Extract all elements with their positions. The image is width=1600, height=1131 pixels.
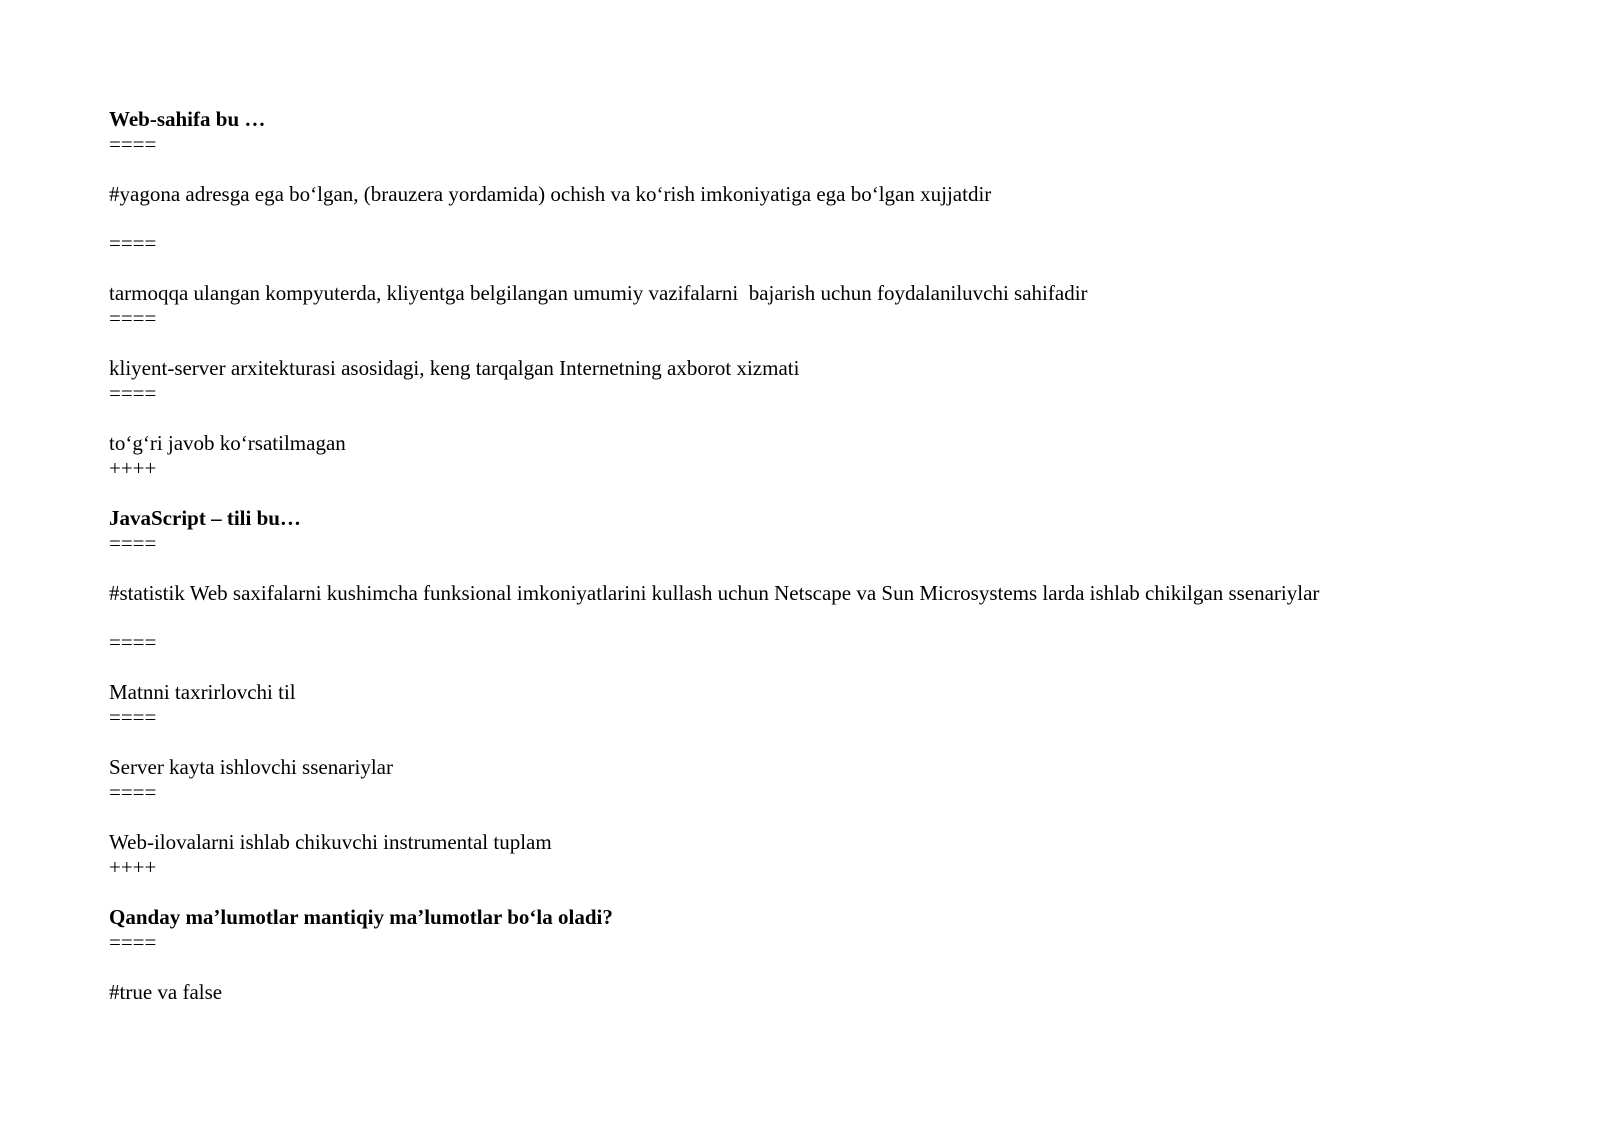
question-1: Web-sahifa bu … [109, 107, 266, 131]
separator: ==== [109, 531, 157, 555]
answer-option: #yagona adresga ega bo‘lgan, (brauzera yordamida) ochish va ko‘rish imkoniyatiga ega bo‘lgan xujjatdir [109, 182, 992, 206]
answer-option: Web-ilovalarni ishlab chikuvchi instrumental tuplam [109, 830, 552, 854]
answer-option: tarmoqqa ulangan kompyuterda, kliyentga belgilangan umumiy vazifalarni bajarish uchun foydalaniluvchi sahifadir [109, 281, 1088, 305]
separator: ==== [109, 306, 157, 330]
separator: ==== [109, 780, 157, 804]
answer-option: #statistik Web saxifalarni kushimcha funksional imkoniyatlarini kullash uchun Netscape va Sun Microsystems larda ishlab chikilgan ssenariylar [109, 581, 1320, 605]
answer-option: kliyent-server arxitekturasi asosidagi, keng tarqalgan Internetning axborot xizmati [109, 356, 800, 380]
question-2: JavaScript – tili bu… [109, 506, 301, 530]
separator: ==== [109, 930, 157, 954]
separator: ++++ [109, 456, 157, 480]
separator: ==== [109, 132, 157, 156]
separator: ==== [109, 630, 157, 654]
question-3: Qanday ma’lumotlar mantiqiy ma’lumotlar bo‘la oladi? [109, 905, 613, 929]
separator: ==== [109, 231, 157, 255]
separator: ==== [109, 381, 157, 405]
answer-option: Server kayta ishlovchi ssenariylar [109, 755, 393, 779]
separator: ++++ [109, 855, 157, 879]
answer-option: to‘g‘ri javob ko‘rsatilmagan [109, 431, 346, 455]
answer-option: Matnni taxrirlovchi til [109, 680, 296, 704]
separator: ==== [109, 705, 157, 729]
answer-option: #true va false [109, 980, 223, 1004]
